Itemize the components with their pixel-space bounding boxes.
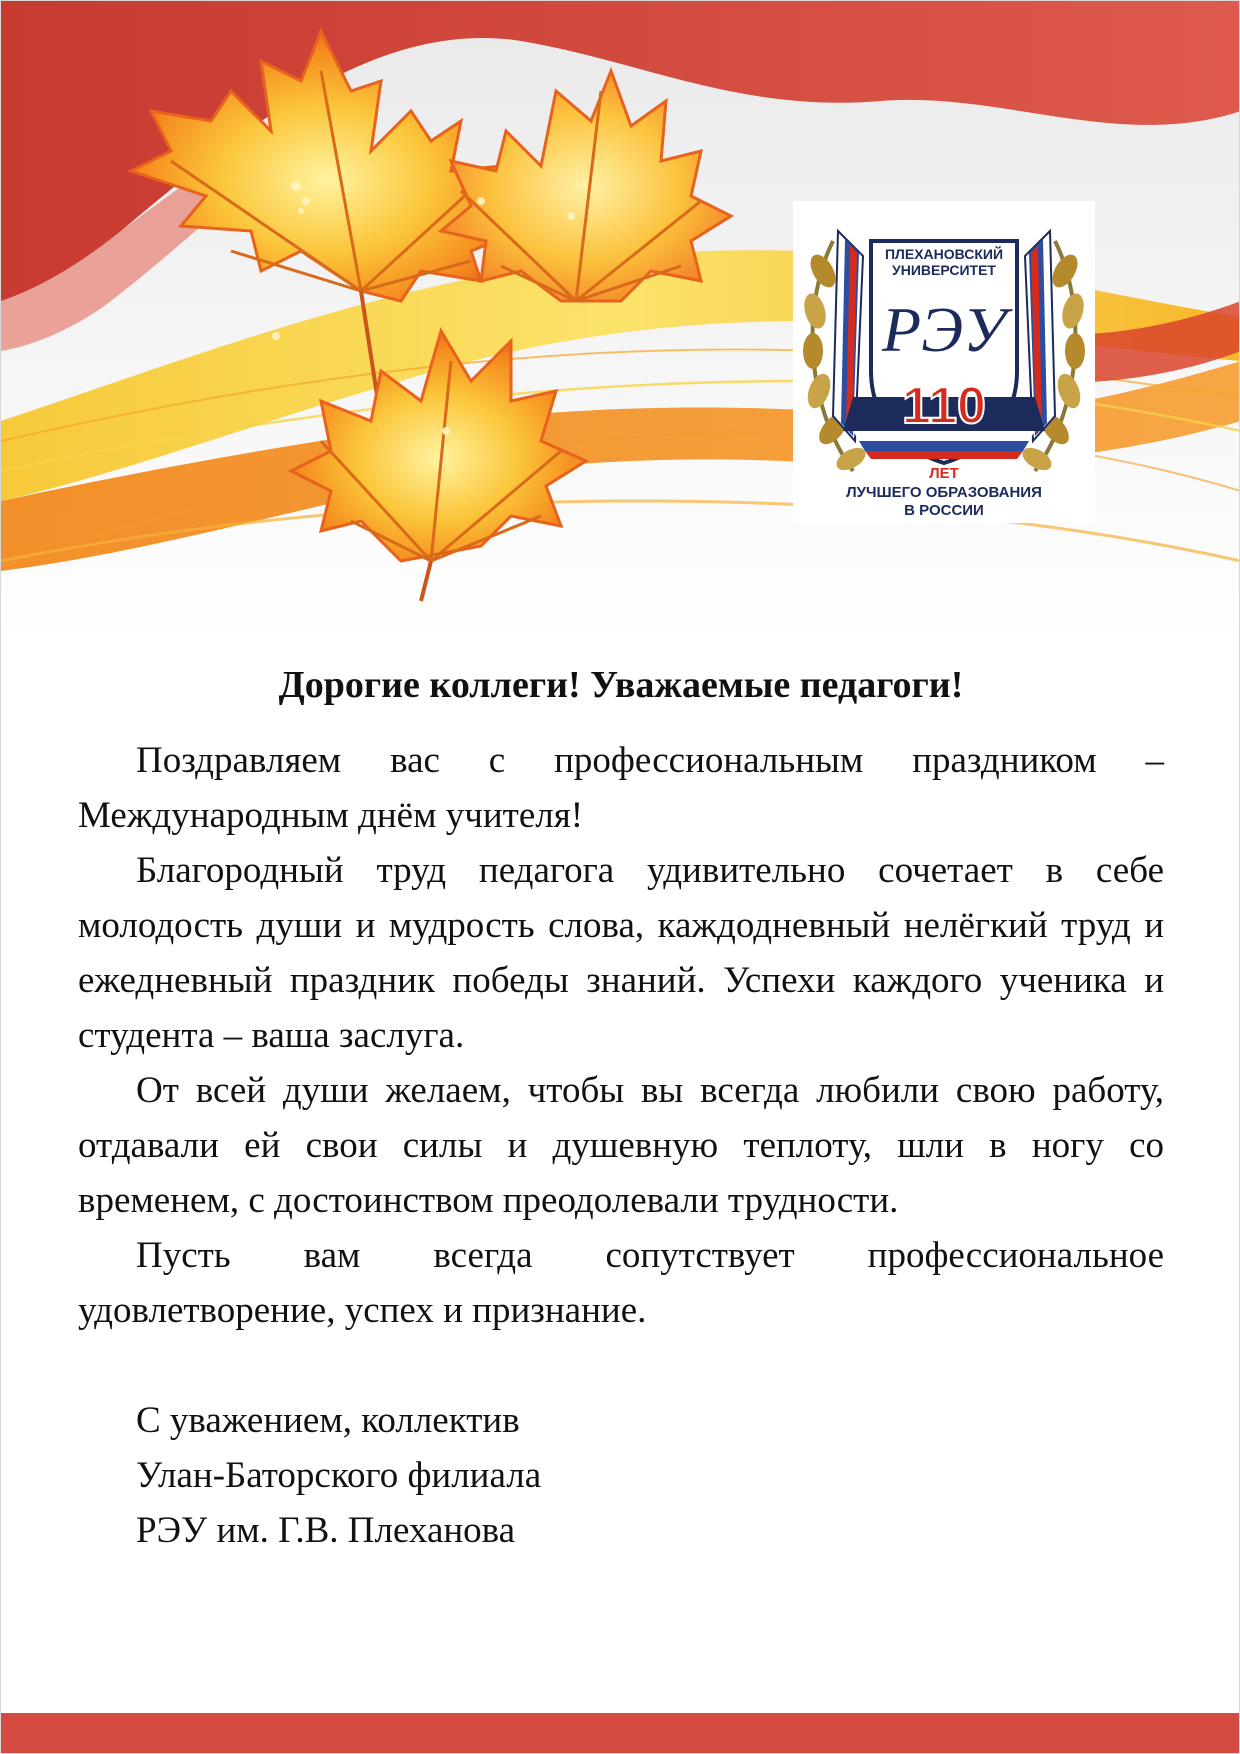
signature-line: РЭУ им. Г.В. Плеханова — [136, 1510, 516, 1551]
letter-paragraph: От всей души желаем, чтобы вы всегда любили свою работу, отдавали ей свои силы и душевную теплоту, шли в ногу со временем, с достоинством преодолевали трудности. — [78, 1070, 1164, 1221]
logo-years: ЛЕТ — [929, 465, 959, 482]
logo-line1: ПЛЕХАНОВСКИЙ — [884, 246, 1004, 262]
letter-paragraph: Пусть вам всегда сопутствует профессиональное удовлетворение, успех и признание. — [78, 1235, 1164, 1331]
university-logo — [793, 201, 1095, 523]
letter-paragraph: Поздравляем вас с профессиональным праздником – Международным днём учителя! — [78, 740, 1164, 836]
letter-greeting: Дорогие коллеги! Уважаемые педагоги! — [278, 664, 964, 706]
logo-tagline1: ЛУЧШЕГО ОБРАЗОВАНИЯ — [846, 484, 1042, 501]
signature-line: Улан-Баторского филиала — [136, 1455, 542, 1496]
signature-line: С уважением, коллектив — [136, 1400, 520, 1441]
logo-line2: УНИВЕРСИТЕТ — [892, 262, 996, 278]
letter-signature — [78, 1393, 1164, 1558]
footer-red-bar — [1, 1713, 1240, 1754]
logo-number: 110 — [902, 377, 986, 435]
logo-tagline2: В РОССИИ — [904, 502, 984, 519]
letter-body — [78, 661, 1164, 1558]
logo-monogram: РЭУ — [881, 294, 1007, 365]
letter-paragraph: Благородный труд педагога удивительно сочетает в себе молодость души и мудрость слова, каждодневный нелёгкий труд и ежедневный праздник победы знаний. Успехи каждого ученика и студента – ваша заслуга. — [78, 850, 1164, 1056]
